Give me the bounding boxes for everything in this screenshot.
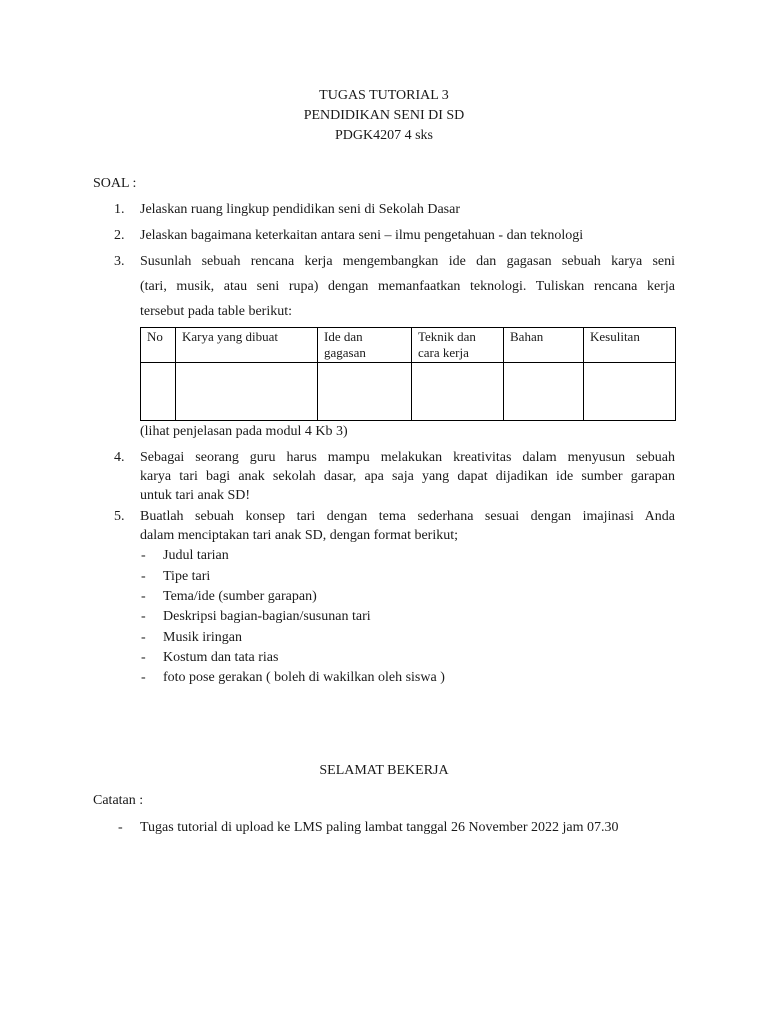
list-item: Kostum dan tata rias [163,650,279,665]
note-bullet: - [118,820,123,835]
q4-line-1: Sebagai seorang guru harus mampu melakukan kreativitas dalam menyusun sebuah [140,450,675,465]
q1-number: 1. [114,202,125,217]
header-teknik: Teknik dan cara kerja [412,328,504,363]
q2-text: Jelaskan bagaimana keterkaitan antara seni – ilmu pengetahuan - dan teknologi [140,228,584,243]
list-bullet: - [141,589,146,604]
note-item: Tugas tutorial di upload ke LMS paling lambat tanggal 26 November 2022 jam 07.30 [140,820,619,835]
table-cell [141,363,176,421]
plan-table [140,327,676,421]
table-header-row [141,328,676,363]
table-cell [412,363,504,421]
list-item: Tema/ide (sumber garapan) [163,589,317,604]
list-item: Judul tarian [163,548,229,563]
list-bullet: - [141,650,146,665]
table-cell [504,363,584,421]
header-bahan: Bahan [504,328,584,363]
list-bullet: - [141,569,146,584]
list-item: Tipe tari [163,569,211,584]
closing-text: SELAMAT BEKERJA [319,763,449,778]
list-bullet: - [141,548,146,563]
table-cell [176,363,318,421]
doc-subtitle: PENDIDIKAN SENI DI SD [303,108,465,123]
header-no: No [141,328,176,363]
q4-number: 4. [114,450,125,465]
table-cell [584,363,676,421]
list-bullet: - [141,609,146,624]
q3-number: 3. [114,254,125,269]
q5-line-1: Buatlah sebuah konsep tari dengan tema sederhana sesuai dengan imajinasi Anda [140,509,675,524]
q4-line-3: untuk tari anak SD! [140,488,251,503]
q4-line-2: karya tari bagi anak sekolah dasar, apa saja yang dapat dijadikan ide sumber garapan [140,469,675,484]
q5-number: 5. [114,509,125,524]
table-cell [318,363,412,421]
list-bullet: - [141,670,146,685]
doc-title: TUGAS TUTORIAL 3 [319,88,449,103]
q3-line-1: Susunlah sebuah rencana kerja mengembangkan ide dan gagasan sebuah karya seni [140,254,675,269]
catatan-label: Catatan : [93,793,144,808]
q1-text: Jelaskan ruang lingkup pendidikan seni di Sekolah Dasar [140,202,460,217]
q3-line-3: tersebut pada table berikut: [140,304,292,319]
header-kesulitan: Kesulitan [584,328,676,363]
q3-note: (lihat penjelasan pada modul 4 Kb 3) [140,424,348,439]
course-code: PDGK4207 4 sks [334,128,433,143]
header-ide: Ide dan gagasan [318,328,412,363]
list-bullet: - [141,630,146,645]
header-karya: Karya yang dibuat [176,328,318,363]
q3-line-2: (tari, musik, atau seni rupa) dengan memanfaatkan teknologi. Tuliskan rencana kerja [140,279,675,294]
table-row [141,363,676,421]
list-item: foto pose gerakan ( boleh di wakilkan oleh siswa ) [163,670,445,685]
list-item: Deskripsi bagian-bagian/susunan tari [163,609,371,624]
q5-line-2: dalam menciptakan tari anak SD, dengan format berikut; [140,528,459,543]
list-item: Musik iringan [163,630,242,645]
soal-label: SOAL : [93,176,137,191]
q2-number: 2. [114,228,125,243]
